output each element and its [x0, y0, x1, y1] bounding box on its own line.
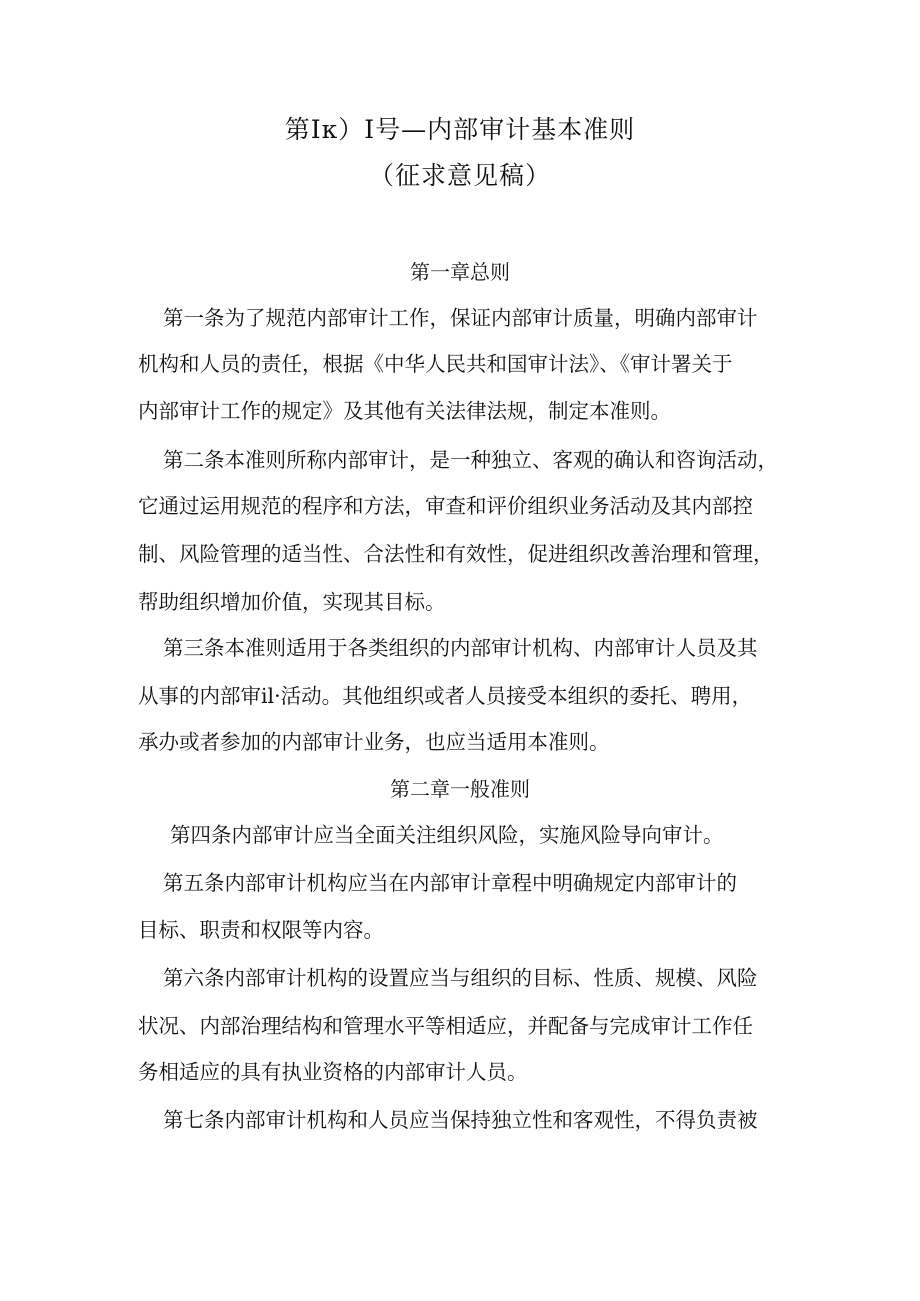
article-line: 内部审计工作的规定》及其他有关法律法规，制定本准则。	[138, 399, 671, 423]
article-line: 第六条内部审计机构的设置应当与组织的目标、性质、规模、风险	[163, 966, 758, 990]
article-line: 第五条内部审计机构应当在内部审计章程中明确规定内部审计的	[163, 871, 737, 895]
article-line: 从事的内部审il·活动。其他组织或者人员接受本组织的委托、聘用，	[138, 684, 753, 708]
article-line: 目标、职责和权限等内容。	[138, 918, 384, 942]
article-line: 它通过运用规范的程序和方法，审查和评价组织业务活动及其内部控	[138, 494, 753, 518]
article-line: 务相适应的具有执业资格的内部审计人员。	[138, 1060, 528, 1084]
article-line: 第二条本准则所称内部审计，是一种独立、客观的确认和咨询活动，	[163, 448, 778, 472]
chapter-heading: 第一章总则	[410, 260, 510, 284]
article-line: 第七条内部审计机构和人员应当保持独立性和客观性，不得负责被	[163, 1108, 758, 1132]
article-line: 第三条本准则适用于各类组织的内部审计机构、内部审计人员及其	[163, 636, 758, 660]
article-line: 帮助组织增加价值，实现其目标。	[138, 590, 446, 614]
article-line: 第四条内部审计应当全面关注组织风险，实施风险导向审计。	[170, 823, 724, 847]
article-line: 第一条为了规范内部审计工作，保证内部审计质量，明确内部审计	[163, 306, 758, 330]
article-line: 状况、内部治理结构和管理水平等相适应，并配备与完成审计工作任	[138, 1014, 753, 1038]
article-line: 机构和人员的责任，根据《中华人民共和国审计法》、《审计署关于	[138, 352, 733, 376]
article-line: 承办或者参加的内部审计业务，也应当适用本准则。	[138, 730, 610, 754]
document-subtitle: （征求意见稿）	[368, 161, 551, 190]
article-line: 制、风险管理的适当性、合法性和有效性，促进组织改善治理和管理，	[138, 542, 774, 566]
chapter-heading: 第二章一般准则	[390, 777, 530, 801]
document-title: 第Iκ）I号—内部审计基本准则	[284, 115, 636, 144]
